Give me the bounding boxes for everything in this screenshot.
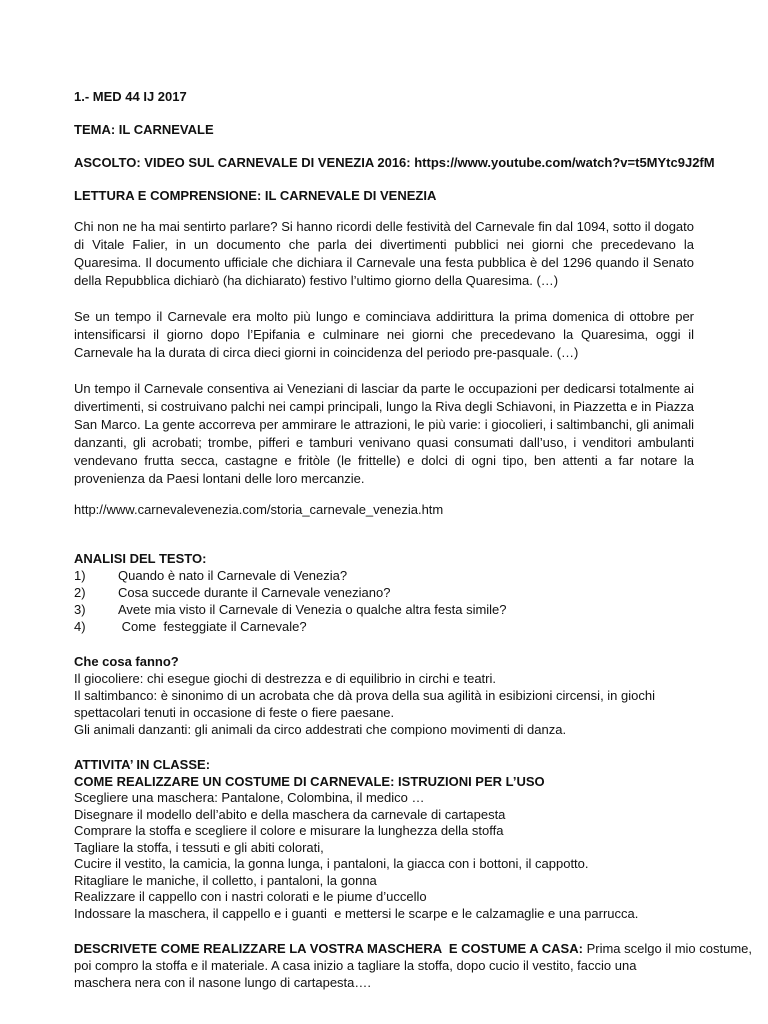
che-cosa-heading: Che cosa fanno? xyxy=(74,654,179,669)
descrivete-heading: DESCRIVETE COME REALIZZARE LA VOSTRA MASCHERA E COSTUME A CASA: xyxy=(74,941,583,956)
analisi-heading: ANALISI DEL TESTO: xyxy=(74,551,207,566)
step-line: Tagliare la stoffa, i tessuti e gli abiti colorati, xyxy=(74,839,324,855)
list-item xyxy=(74,567,694,584)
costume-steps xyxy=(74,790,694,922)
list-text: Quando è nato il Carnevale di Venezia? xyxy=(118,568,348,583)
attivita-heading: ATTIVITA’ IN CLASSE: xyxy=(74,757,211,772)
list-text: Come festeggiate il Carnevale? xyxy=(118,619,307,634)
source-url: http://www.carnevalevenezia.com/storia_carnevale_venezia.htm xyxy=(74,502,444,517)
costume-heading: COME REALIZZARE UN COSTUME DI CARNEVALE: ISTRUZIONI PER L’USO xyxy=(74,774,545,789)
paragraph-1: Chi non ne ha mai sentirto parlare? Si hanno ricordi delle festività del Carnevale fin dal 1094, sotto il dogato di Vitale Falier, in un documento che parla dei divertimenti pubblici nei giorni che precedevano la Quaresima. Il documento ufficiale che dichiara il Carnevale una festa pubblica è del 1296 quando il Senato della Repubblica dichiarò (ha dichiarato) festivo l’ultimo giorno della Quaresima. (…) xyxy=(74,219,694,288)
che-cosa-line: Il saltimbanco: è sinonimo di un acrobata che dà prova della sua agilità in esibizioni circensi, in giochi xyxy=(74,688,655,703)
che-cosa-line: spettacolari tenuti in occasione di feste o fiere paesane. xyxy=(74,705,395,720)
descrivete-line xyxy=(74,940,753,957)
descrivete-line: maschera nera con il nasone lungo di cartapesta…. xyxy=(74,975,372,990)
analisi-list xyxy=(74,567,694,635)
paragraph-3: Un tempo il Carnevale consentiva ai Veneziani di lasciar da parte le occupazioni per dedicarsi totalmente ai divertimenti, si costruivano palchi nei campi principali, lungo la Riva degli Schiavoni, in Piazzetta e in Piazza San Marco. La gente accorreva per ammirare le attrazioni, le più varie: i giocolieri, i saltimbanchi, gli animali danzanti, gli acrobati; trombe, pifferi e tamburi venivano quasi consumati dall’uso, i venditori ambulanti vendevano frutta secca, castagne e fritòle (le frittelle) e dolci di ogni tipo, ben attenti a far notare la provenienza da Paesi lontani delle loro mercanzie. xyxy=(74,381,694,486)
list-item xyxy=(74,618,694,635)
descrivete-text: Prima scelgo il mio costume, xyxy=(582,941,753,956)
step-line: Realizzare il cappello con i nastri colorati e le piume d’uccello xyxy=(74,889,427,904)
list-item xyxy=(74,584,694,601)
list-number: 1) xyxy=(74,568,86,583)
step-line: Comprare la stoffa e scegliere il colore e misurare la lunghezza della stoffa xyxy=(74,823,504,838)
list-number: 2) xyxy=(74,585,86,600)
che-cosa-line: Gli animali danzanti: gli animali da circo addestrati che compiono movimenti di danza. xyxy=(74,722,567,737)
che-cosa-line: Il giocoliere: chi esegue giochi di destrezza e di equilibrio in circhi e teatri. xyxy=(74,671,496,686)
lesson-code: 1.- MED 44 IJ 2017 xyxy=(74,89,187,104)
list-text: Avete mia visto il Carnevale di Venezia o qualche altra festa simile? xyxy=(118,602,507,617)
descrivete-line: poi compro la stoffa e il materiale. A casa inizio a tagliare la stoffa, dopo cucio il vestito, faccio una xyxy=(74,958,637,973)
step-line: Ritagliare le maniche, il colletto, i pantaloni, la gonna xyxy=(74,872,377,888)
list-number: 3) xyxy=(74,602,86,617)
step-line: Scegliere una maschera: Pantalone, Colombina, il medico … xyxy=(74,790,425,805)
paragraph-2: Se un tempo il Carnevale era molto più lungo e cominciava addirittura la prima domenica di ottobre per intensificarsi il giorno dopo l’Epifania e culminare nei giorni che precedevano la Quaresima, oggi il Carnevale ha la durata di circa dieci giorni in coincidenza del periodo pre-pasquale. (…) xyxy=(74,309,694,360)
step-line: Disegnare il modello dell’abito e della maschera da carnevale di cartapesta xyxy=(74,806,506,822)
tema-heading: TEMA: IL CARNEVALE xyxy=(74,122,214,137)
ascolto-line: ASCOLTO: VIDEO SUL CARNEVALE DI VENEZIA 2016: https://www.youtube.com/watch?v=t5MYtc9J2fM xyxy=(74,155,715,170)
list-item xyxy=(74,601,694,618)
lettura-heading: LETTURA E COMPRENSIONE: IL CARNEVALE DI VENEZIA xyxy=(74,188,437,203)
list-number: 4) xyxy=(74,619,86,634)
step-line: Indossare la maschera, il cappello e i guanti e mettersi le scarpe e le calzamaglie e una parrucca. xyxy=(74,905,639,921)
list-text: Cosa succede durante il Carnevale veneziano? xyxy=(118,585,391,600)
step-line: Cucire il vestito, la camicia, la gonna lunga, i pantaloni, la giacca con i bottoni, il cappotto. xyxy=(74,856,589,871)
